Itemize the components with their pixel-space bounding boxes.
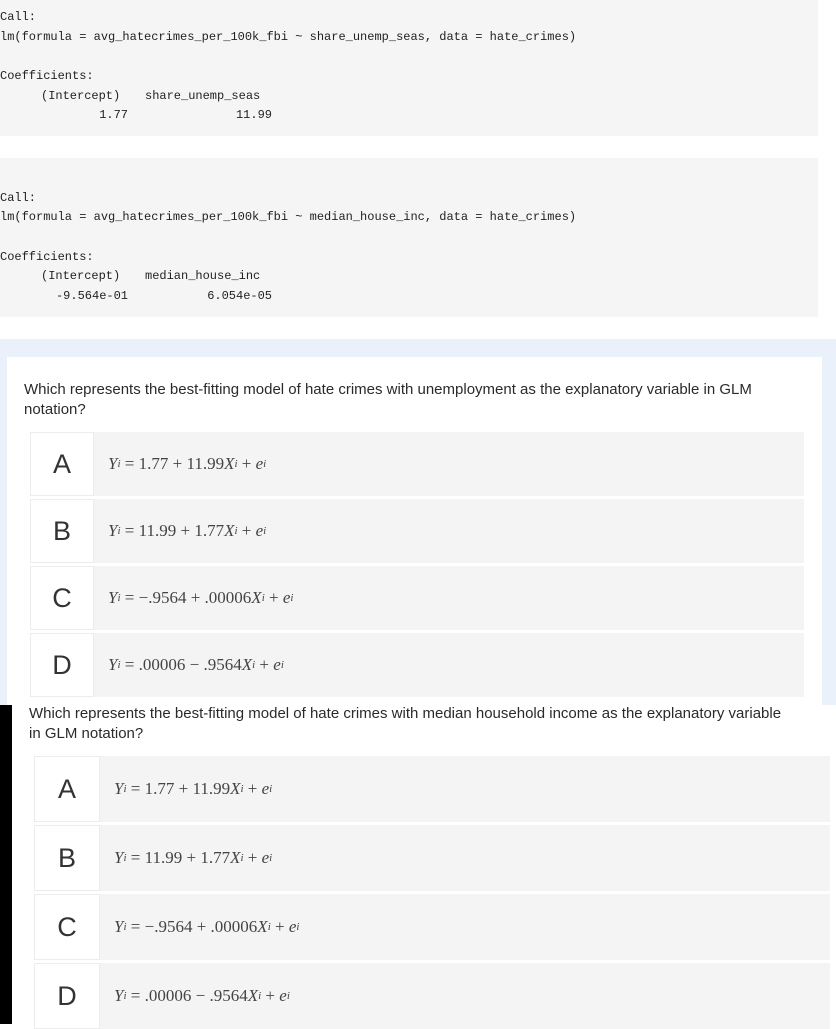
option-letter: D (34, 963, 100, 1029)
option-formula: Y i = 11.99 + 1.77 X i + e i (114, 848, 273, 867)
option-letter: A (30, 432, 94, 496)
question-1-option-d[interactable] (30, 633, 804, 697)
question-1-container (0, 339, 836, 705)
r-output-block-income (0, 158, 818, 317)
option-letter: C (34, 894, 100, 960)
option-letter: C (30, 566, 94, 630)
question-1-line-1: Which represents the best-fitting model of hate crimes with unemployment as the explanatory variable in GLM (24, 381, 752, 398)
question-1-panel (7, 357, 822, 705)
coef-value-intercept: -9.564e-01 (55, 289, 128, 303)
coef-value-predictor: 6.054e-05 (207, 289, 272, 303)
coef-header-predictor: share_unemp_seas (145, 89, 261, 103)
option-formula: Y i = 1.77 + 11.99 X i + e i (114, 779, 273, 798)
r-output-block-unemployment (0, 0, 818, 136)
option-letter: A (34, 756, 100, 822)
coef-header-intercept: (Intercept) (41, 269, 121, 283)
call-formula: lm(formula = avg_hatecrimes_per_100k_fbi ~ share_unemp_seas, data = hate_crimes) (0, 30, 577, 44)
option-formula: Y i = 11.99 + 1.77 X i + e i (108, 521, 267, 540)
coef-value-intercept: 1.77 (99, 108, 128, 122)
option-formula: Y i = −.9564 + .00006 X i + e i (114, 917, 300, 936)
question-2-option-a[interactable] (34, 756, 830, 822)
question-2-option-c[interactable] (34, 894, 830, 960)
question-2-option-d[interactable] (34, 963, 830, 1029)
option-formula: Y i = .00006 − .9564 X i + e i (114, 986, 290, 1005)
option-formula: Y i = .00006 − .9564 X i + e i (108, 655, 284, 674)
coef-header-predictor: median_house_inc (145, 269, 261, 283)
coefficients-label: Coefficients: (0, 69, 94, 83)
question-1-option-c[interactable] (30, 566, 804, 630)
call-label: Call: (0, 191, 37, 205)
call-label: Call: (0, 10, 37, 24)
option-formula: Y i = 1.77 + 11.99 X i + e i (108, 454, 267, 473)
question-1-line-2: notation? (24, 401, 86, 418)
coef-header-intercept: (Intercept) (41, 89, 121, 103)
left-edge-bar (0, 705, 12, 1024)
option-letter: D (30, 633, 94, 697)
question-2-container (0, 705, 836, 1024)
question-2-line-2: in GLM notation? (29, 725, 144, 742)
question-1-text (24, 380, 814, 420)
question-2-option-b[interactable] (34, 825, 830, 891)
question-1-option-a[interactable] (30, 432, 804, 496)
option-formula: Y i = −.9564 + .00006 X i + e i (108, 588, 294, 607)
option-letter: B (30, 499, 94, 563)
question-1-option-b[interactable] (30, 499, 804, 563)
call-formula: lm(formula = avg_hatecrimes_per_100k_fbi ~ median_house_inc, data = hate_crimes) (0, 210, 577, 224)
coefficients-label: Coefficients: (0, 250, 94, 264)
question-2-line-1: Which represents the best-fitting model of hate crimes with median household income as the explanatory variable (29, 705, 782, 722)
question-2-text (29, 704, 834, 744)
coef-value-predictor: 11.99 (235, 108, 272, 122)
option-letter: B (34, 825, 100, 891)
